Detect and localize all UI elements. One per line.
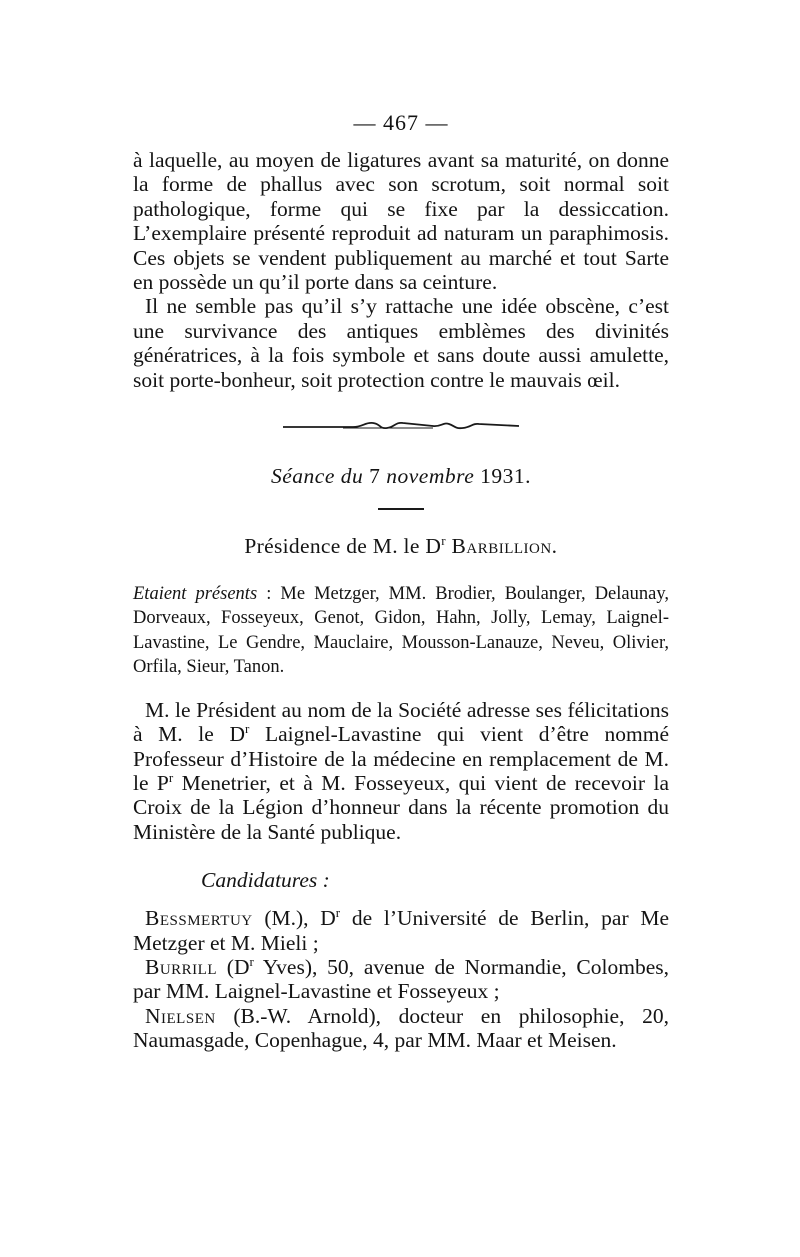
- session-label: Séance du: [271, 464, 364, 489]
- candidate-details: de l’Université de Berlin, par Me Metzger et M. Mieli ;: [133, 906, 669, 955]
- candidate-entry: [133, 906, 669, 955]
- president-announcement: [133, 698, 669, 844]
- attendees-paragraph: [133, 582, 669, 680]
- presidency-line: [133, 532, 669, 560]
- session-year: 1931.: [480, 464, 531, 489]
- candidate-name: Nielsen: [145, 1003, 216, 1028]
- book-page: [133, 108, 669, 1053]
- candidate-entry: [133, 955, 669, 1004]
- page-number: — 467 —: [353, 110, 449, 135]
- president-name: Barbillion.: [451, 534, 558, 559]
- presidency-sup: r: [441, 532, 446, 548]
- candidate-pre: (M.), D: [252, 906, 336, 931]
- candidate-name: Burrill: [145, 954, 218, 979]
- announcement-part-1: M. le Président au nom de la Société adresse ses félicitations à M. le D: [133, 697, 669, 747]
- announcement-sup-2: r: [168, 769, 174, 785]
- candidate-details: (B.-W. Arnold), docteur en philosophie, 20, Naumasgade, Copenhague, 4, par MM. Maar et Meisen.: [133, 1003, 669, 1053]
- short-rule-divider: [378, 508, 424, 510]
- session-heading: [133, 462, 669, 490]
- candidate-name: Bessmertuy: [145, 906, 253, 931]
- announcement-sup-1: r: [245, 720, 250, 736]
- candidate-sup: r: [335, 904, 341, 920]
- candidate-sup: r: [249, 953, 254, 969]
- candidate-pre: (D: [217, 954, 250, 979]
- candidate-entry: [133, 1004, 669, 1053]
- decorative-flourish-divider: [283, 418, 519, 434]
- attendees-lead: Etaient présents: [133, 584, 258, 605]
- session-day: 7: [369, 464, 381, 489]
- presidency-prefix: Présidence de M. le D: [244, 534, 442, 559]
- candidate-details: Yves), 50, avenue de Normandie, Colombes, par MM. Laignel-Lavastine et Fosseyeux ;: [133, 954, 669, 1004]
- intro-paragraph-1: à laquelle, au moyen de ligatures avant sa maturité, on donne la forme de phallus avec son scrotum, soit normal soit pathologique, forme qui se fixe par la dessiccation. L’exemplaire présenté reproduit ad naturam un paraphimosis. Ces objets se vendent publiquement au marché et tout Sarte en possède un qu’il porte dans sa ceinture.: [133, 148, 669, 295]
- attendees-list: : Me Metzger, MM. Brodier, Boulanger, Delaunay, Dorveaux, Fosseyeux, Genot, Gidon, Hahn, Jolly, Lemay, Laignel-Lavastine, Le Gendre, Mauclaire, Mousson-Lanauze, Neveu, Olivier, Orfila, Sieur, Tanon.: [133, 584, 670, 678]
- announcement-part-2: Laignel-Lavastine qui vient d’être nommé Professeur d’Histoire de la médecine en remplacement de M. le P: [133, 722, 670, 795]
- announcement-part-3: Menetrier, et à M. Fosseyeux, qui vient de recevoir la Croix de la Légion d’honneur dans la récente promotion du Ministère de la Santé publique.: [133, 770, 669, 844]
- intro-paragraph-2: Il ne semble pas qu’il s’y rattache une idée obscène, c’est une survivance des antiques emblèmes des divinités génératrices, à la fois symbole et sans doute aussi amulette, soit porte-bonheur, soit protection contre le mauvais œil.: [133, 294, 669, 392]
- session-month: novembre: [386, 464, 475, 489]
- candidatures-heading: Candidatures :: [201, 868, 330, 893]
- candidatures-list: [133, 906, 669, 1052]
